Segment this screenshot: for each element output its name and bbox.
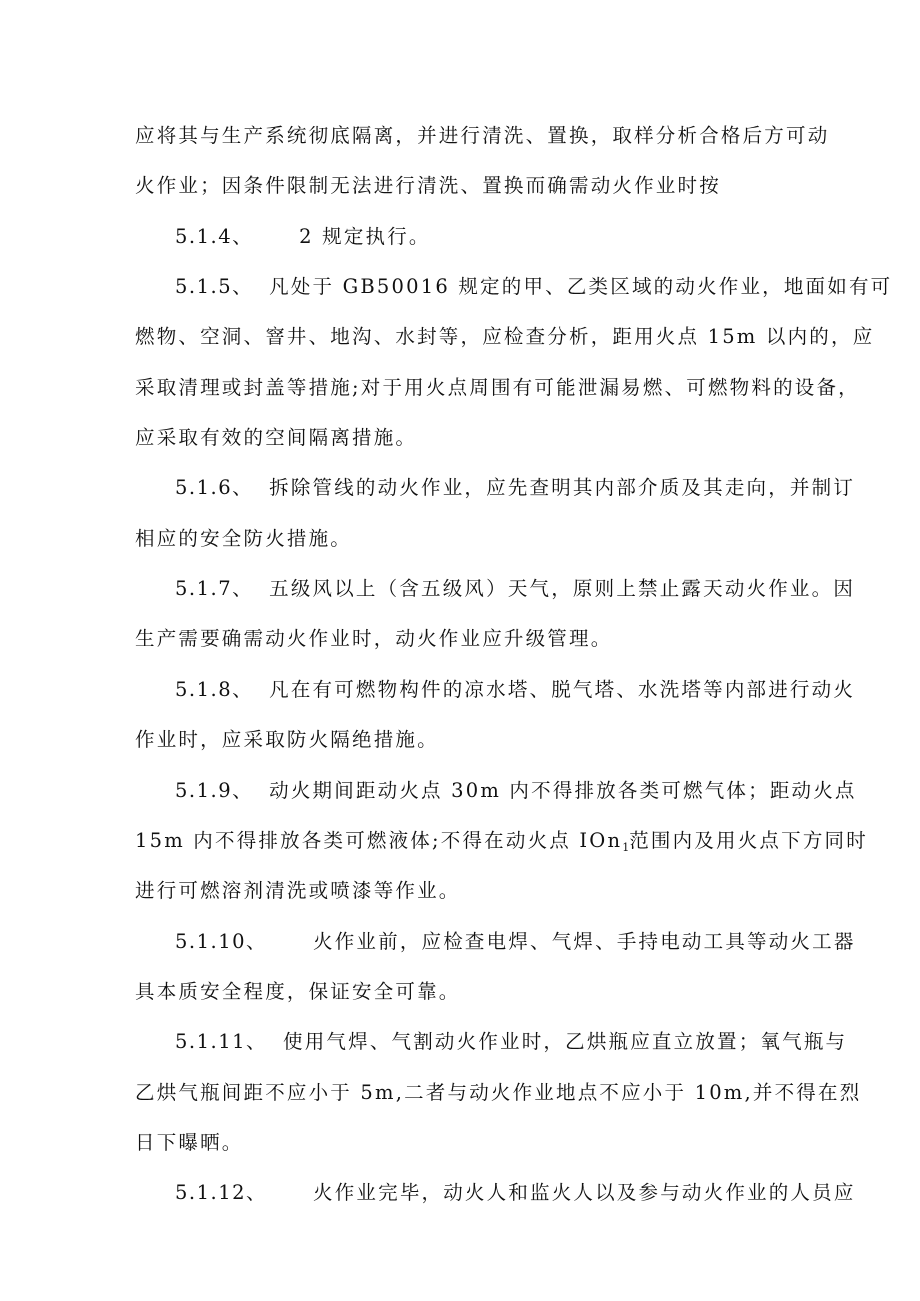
text-line: 作业时，应采取防火隔绝措施。	[135, 728, 439, 751]
clause-number: 5.1.7、	[175, 577, 254, 600]
clause-text: 使用气焊、气割动火作业时，乙烘瓶应直立放置；氧气瓶与	[283, 1030, 848, 1053]
text-line: 日下曝晒。	[135, 1131, 244, 1154]
clause-5-1-11	[175, 1030, 848, 1054]
clause-number: 5.1.12、	[175, 1181, 268, 1204]
subscript: 1	[622, 841, 630, 854]
text-line: 火作业；因条件限制无法进行清洗、置换而确需动火作业时按	[135, 174, 721, 197]
text-line: 燃物、空洞、窨井、地沟、水封等，应检查分析，距用火点 15m 以内的，应	[135, 325, 875, 348]
clause-text: 凡处于 GB50016 规定的甲、乙类区域的动火作业，地面如有可	[269, 275, 893, 298]
clause-number: 5.1.9、	[175, 779, 254, 802]
text-line: 进行可燃溶剂清洗或喷漆等作业。	[135, 879, 461, 902]
clause-text: 动火期间距动火点 30m 内不得排放各类可燃气体；距动火点	[269, 779, 857, 802]
text-segment: 范围内及用火点下方同时	[629, 829, 868, 852]
clause-5-1-4	[175, 225, 835, 249]
clause-text: 拆除管线的动火作业，应先查明其内部介质及其走向，并制订	[269, 476, 856, 499]
text-line: 具本质安全程度，保证安全可靠。	[135, 980, 461, 1003]
clause-number: 5.1.5、	[175, 275, 254, 298]
clause-number: 5.1.10、	[175, 930, 268, 953]
clause-5-1-5	[175, 275, 893, 299]
clause-5-1-9	[175, 779, 857, 803]
clause-number: 5.1.4、	[175, 225, 254, 248]
text-line: 相应的安全防火措施。	[135, 527, 353, 550]
text-line	[135, 829, 868, 860]
clause-5-1-7	[175, 577, 856, 601]
clause-5-1-8	[175, 678, 856, 702]
clause-text: 火作业前，应检查电焊、气焊、手持电动工具等动火工器	[313, 930, 856, 953]
clause-5-1-6	[175, 476, 856, 500]
clause-number: 5.1.8、	[175, 678, 254, 701]
clause-text: 五级风以上（含五级风）天气，原则上禁止露天动火作业。因	[269, 577, 856, 600]
clause-text: 2 规定执行。	[299, 225, 431, 248]
clause-5-1-12	[175, 1181, 856, 1205]
clause-5-1-10	[175, 930, 856, 954]
text-line: 乙烘气瓶间距不应小于 5m,二者与动火作业地点不应小于 10m,并不得在烈	[135, 1081, 862, 1104]
text-line: 生产需要确需动火作业时，动火作业应升级管理。	[135, 627, 613, 650]
clause-text: 火作业完毕，动火人和监火人以及参与动火作业的人员应	[313, 1181, 856, 1204]
text-segment: 15m 内不得排放各类可燃液体;不得在动火点 IOn	[135, 829, 623, 852]
clause-number: 5.1.11、	[175, 1030, 268, 1053]
clause-number: 5.1.6、	[175, 476, 254, 499]
text-line: 应将其与生产系统彻底隔离，并进行清洗、置换，取样分析合格后方可动	[135, 124, 830, 147]
text-line: 应采取有效的空间隔离措施。	[135, 426, 418, 449]
text-line: 采取清理或封盖等措施;对于用火点周围有可能泄漏易燃、可燃物料的设备，	[135, 376, 860, 399]
clause-text: 凡在有可燃物构件的凉水塔、脱气塔、水洗塔等内部进行动火	[269, 678, 856, 701]
